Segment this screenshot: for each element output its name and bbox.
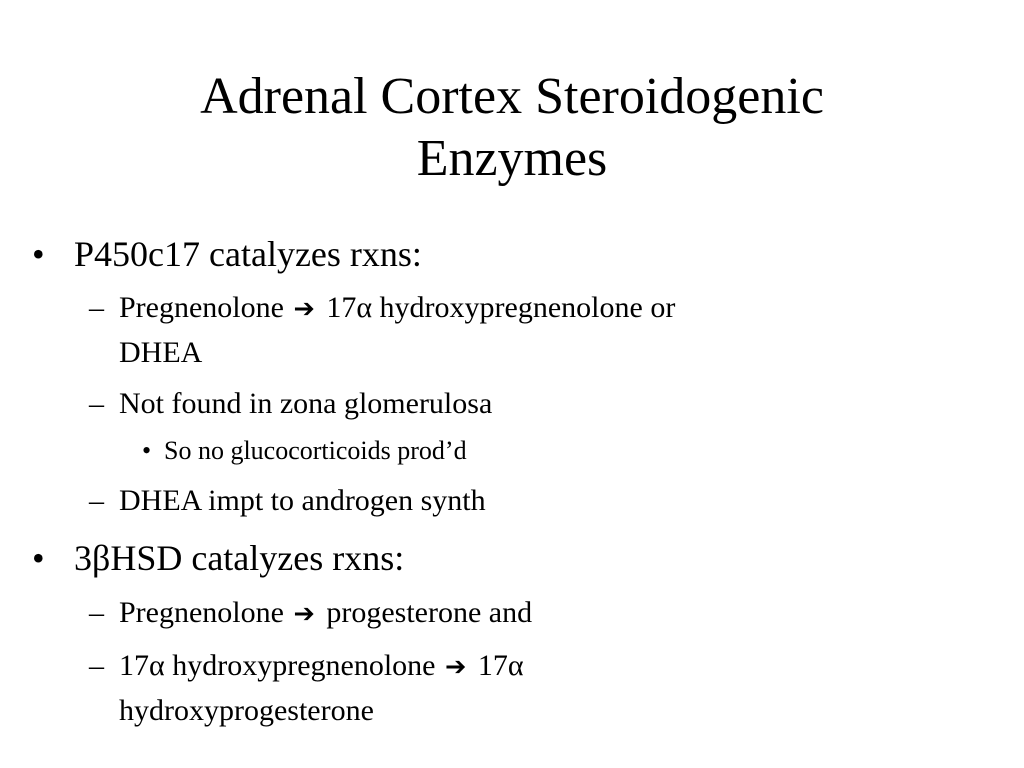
title-line-1: Adrenal Cortex Steroidogenic bbox=[200, 68, 824, 125]
arrow-right-icon: ➔ bbox=[293, 599, 315, 629]
dash-marker: – bbox=[89, 484, 104, 517]
sub-bullet-text-part: progesterone and bbox=[326, 596, 533, 629]
sub-bullet-text-part: 17α hydroxypregnenolone bbox=[119, 649, 436, 682]
sub-bullet-item bbox=[89, 382, 493, 425]
dash-marker: – bbox=[89, 291, 104, 324]
bullet-text: 3βHSD catalyzes rxns: bbox=[74, 538, 405, 578]
sub-bullet-text-continuation: hydroxyprogesterone bbox=[119, 694, 374, 727]
sub-bullet-item bbox=[89, 479, 486, 522]
sub-bullet-text-part: Pregnenolone bbox=[119, 596, 284, 629]
sub-bullet-item bbox=[89, 286, 676, 374]
sub-bullet-text-part: 17α bbox=[477, 649, 524, 682]
bullet-marker: • bbox=[142, 436, 152, 465]
bullet-text: P450c17 catalyzes rxns: bbox=[74, 234, 422, 274]
sub-bullet-text-part: 17α hydroxypregnenolone or bbox=[326, 291, 676, 324]
dash-marker: – bbox=[89, 596, 104, 629]
sub-bullet-text-part: Pregnenolone bbox=[119, 291, 284, 324]
sub-bullet-item bbox=[89, 591, 533, 636]
sub-sub-bullet-item bbox=[142, 436, 467, 466]
sub-bullet-text: DHEA impt to androgen synth bbox=[119, 484, 486, 517]
bullet-marker: • bbox=[32, 538, 45, 578]
bullet-marker: • bbox=[32, 234, 45, 274]
title-line-2: Enzymes bbox=[416, 130, 608, 187]
sub-bullet-text: Not found in zona glomerulosa bbox=[119, 387, 493, 420]
bullet-item bbox=[32, 537, 405, 579]
dash-marker: – bbox=[89, 649, 104, 682]
sub-bullet-item bbox=[89, 644, 524, 732]
sub-sub-bullet-text: So no glucocorticoids prod’d bbox=[164, 436, 467, 465]
arrow-right-icon: ➔ bbox=[293, 294, 315, 324]
bullet-item bbox=[32, 233, 422, 275]
arrow-right-icon: ➔ bbox=[444, 652, 467, 682]
sub-bullet-text-continuation: DHEA bbox=[119, 336, 203, 369]
dash-marker: – bbox=[89, 387, 104, 420]
